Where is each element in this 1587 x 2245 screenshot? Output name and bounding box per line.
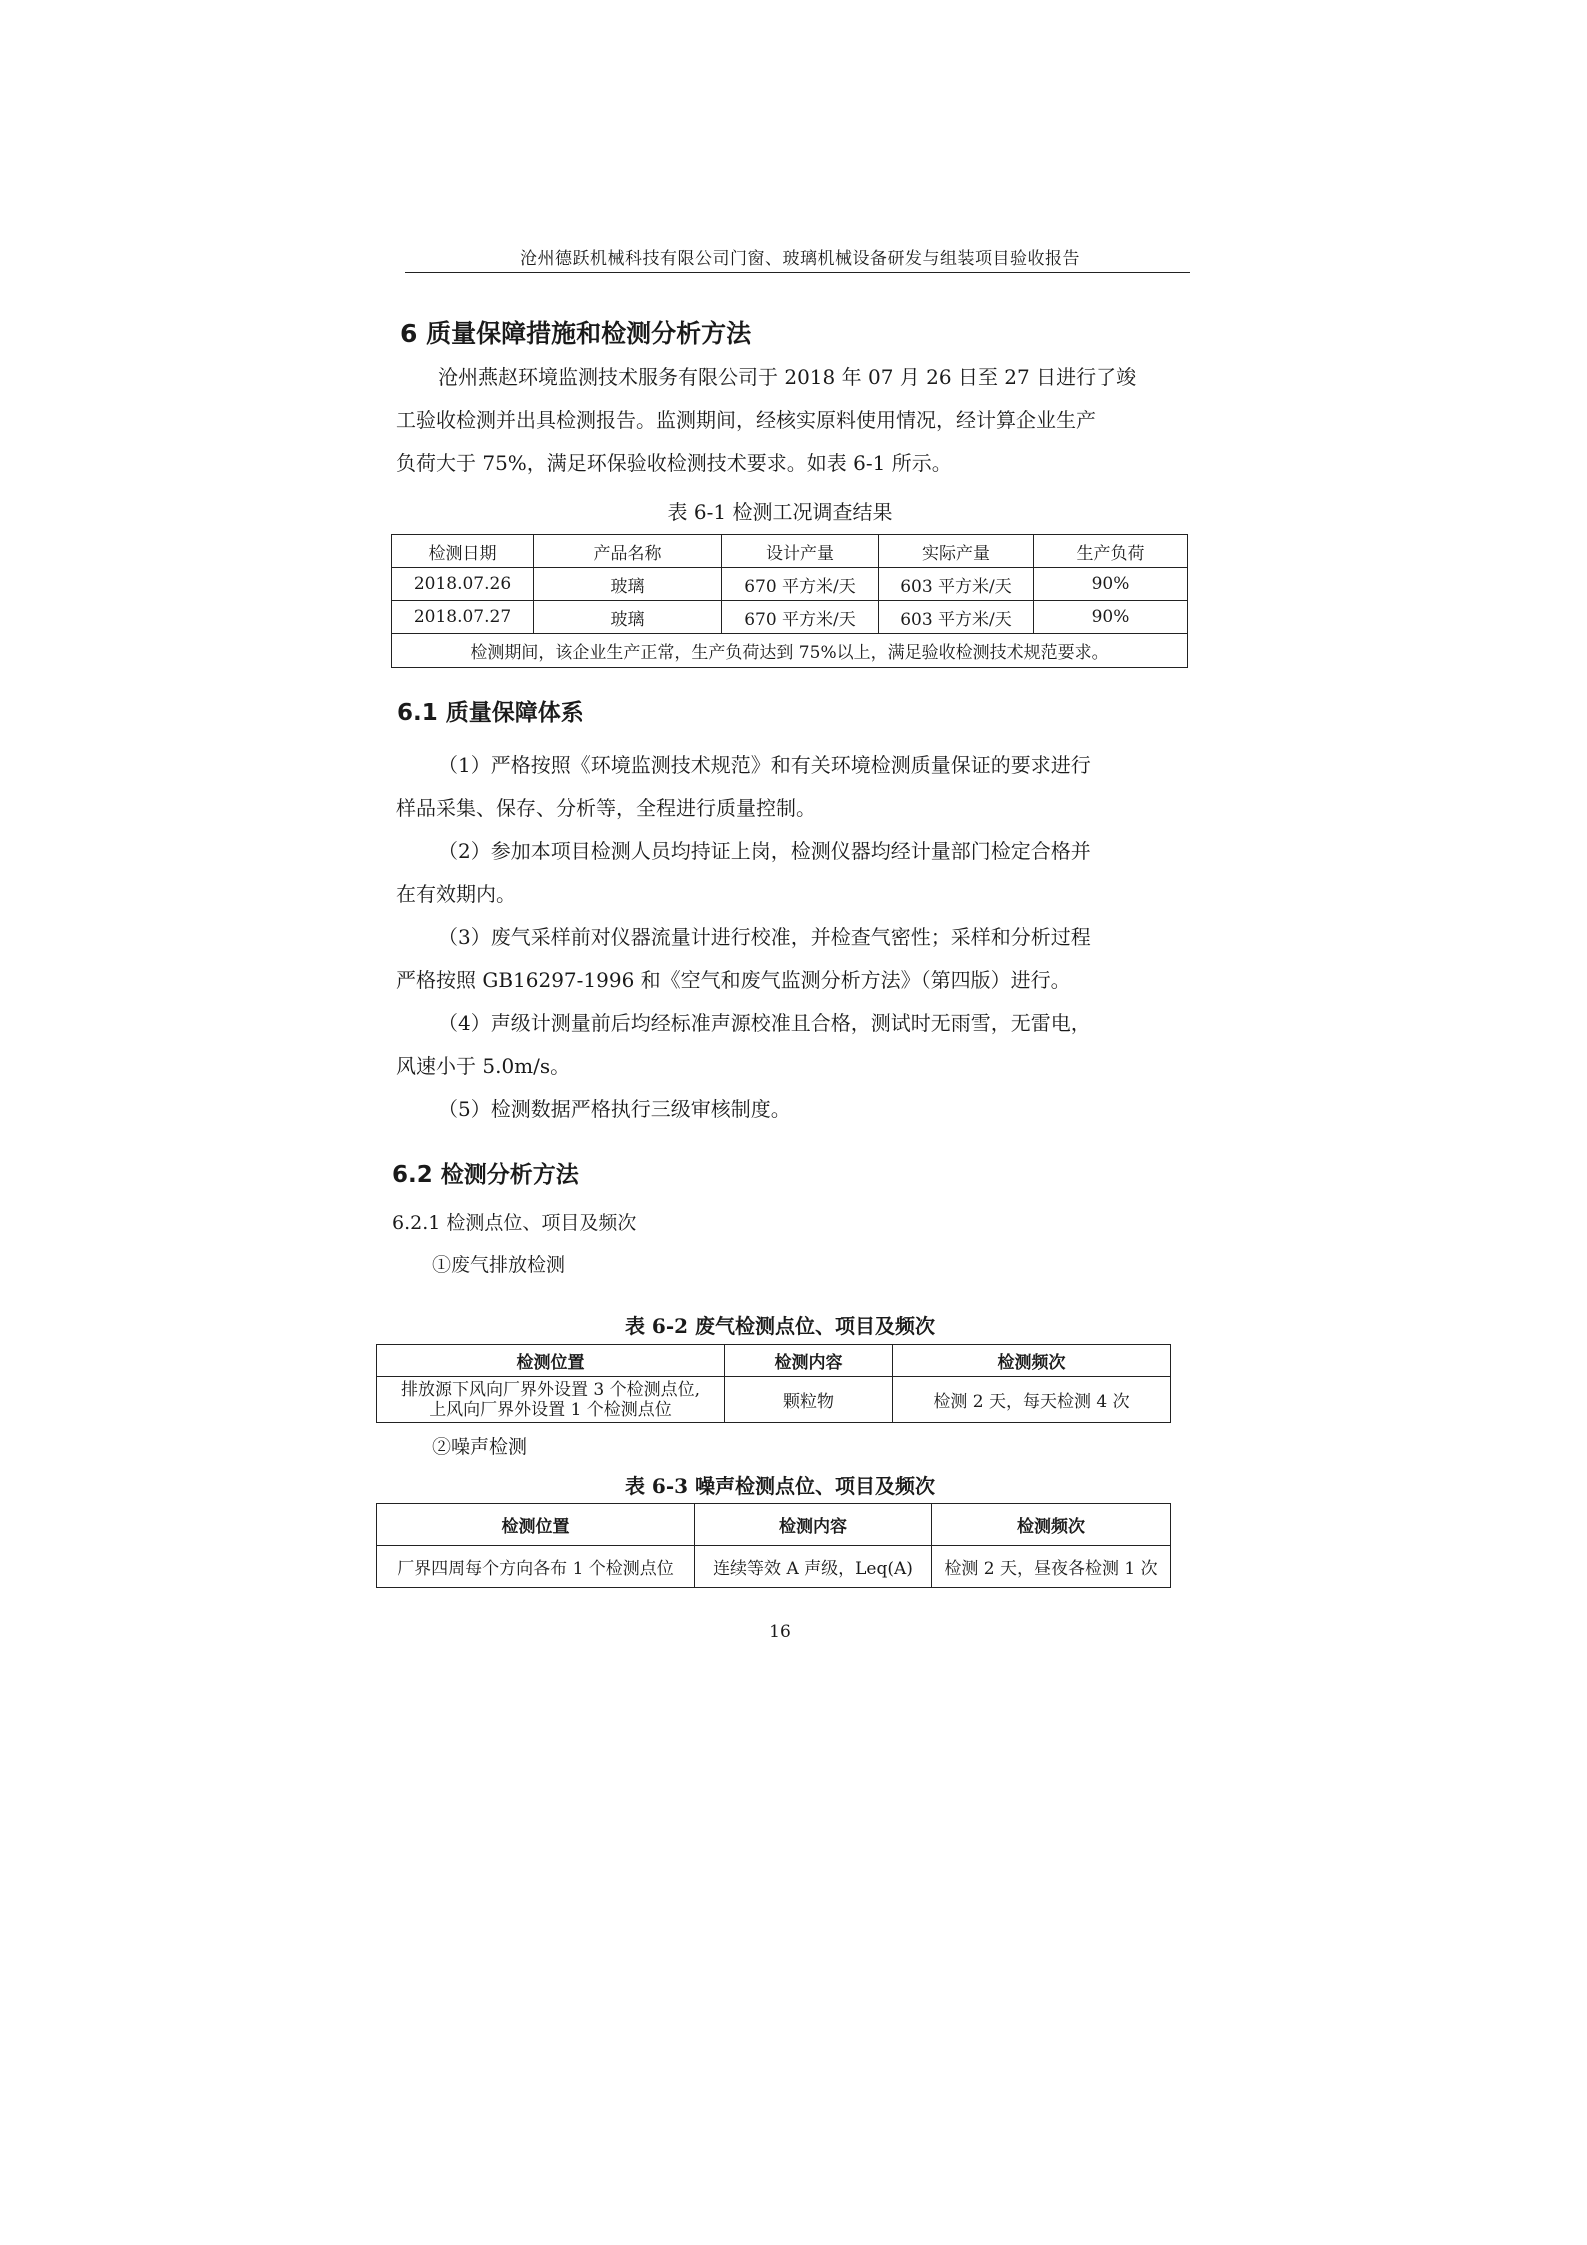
list-item: （5）检测数据严格执行三级审核制度。 (438, 1097, 791, 1121)
table-6-1-caption: 表 6-1 检测工况调查结果 (667, 500, 893, 524)
list-item: （4）声级计测量前后均经标准声源校准且合格，测试时无雨雪，无雷电， (438, 1011, 1091, 1035)
cell: 670 平方米/天 (722, 568, 879, 601)
section-6-1-items (396, 744, 1176, 1131)
header-cell: 生产负荷 (1034, 535, 1188, 568)
table-note-row (392, 634, 1188, 668)
table-note: 检测期间，该企业生产正常，生产负荷达到 75%以上，满足验收检测技术规范要求。 (392, 634, 1188, 668)
cell: 2018.07.27 (392, 601, 534, 634)
cell: 2018.07.26 (392, 568, 534, 601)
table-6-3 (376, 1503, 1171, 1588)
table-row (377, 1546, 1171, 1588)
table-6-3-caption: 表 6-3 噪声检测点位、项目及频次 (624, 1474, 936, 1498)
cell: 603 平方米/天 (879, 601, 1034, 634)
section-6-1-title: 6.1 质量保障体系 (397, 700, 584, 726)
cell: 检测 2 天，昼夜各检测 1 次 (932, 1546, 1171, 1588)
list-item: 在有效期内。 (396, 882, 516, 906)
page-number: 16 (769, 1622, 791, 1642)
list-item: 风速小于 5.0m/s。 (396, 1054, 571, 1078)
table-header-row (392, 535, 1188, 568)
intro-line: 工验收检测并出具检测报告。监测期间，经核实原料使用情况，经计算企业生产 (396, 408, 1096, 432)
table-row (377, 1377, 1171, 1423)
cell: 检测 2 天，每天检测 4 次 (893, 1377, 1171, 1423)
table-header-row (377, 1345, 1171, 1377)
header-cell: 检测内容 (725, 1345, 893, 1377)
table-6-2-caption: 表 6-2 废气检测点位、项目及频次 (624, 1314, 936, 1338)
list-item: （3）废气采样前对仪器流量计进行校准，并检查气密性；采样和分析过程 (438, 925, 1091, 949)
intro-line: 负荷大于 75%，满足环保验收检测技术要求。如表 6-1 所示。 (396, 451, 952, 475)
header-cell: 检测位置 (377, 1345, 725, 1377)
header-cell: 设计产量 (722, 535, 879, 568)
table-header-row (377, 1504, 1171, 1546)
cell: 厂界四周每个方向各布 1 个检测点位 (377, 1546, 695, 1588)
table-6-2 (376, 1344, 1171, 1423)
table-row (392, 601, 1188, 634)
header-cell: 检测内容 (695, 1504, 932, 1546)
report-header: 沧州德跃机械科技有限公司门窗、玻璃机械设备研发与组装项目验收报告 (520, 249, 1080, 269)
table-row (392, 568, 1188, 601)
cell: 670 平方米/天 (722, 601, 879, 634)
header-cell: 检测位置 (377, 1504, 695, 1546)
table-6-1 (391, 534, 1188, 668)
list-item: （1）严格按照《环境监测技术规范》和有关环境检测质量保证的要求进行 (438, 753, 1091, 777)
cell: 603 平方米/天 (879, 568, 1034, 601)
list-item: 样品采集、保存、分析等，全程进行质量控制。 (396, 796, 816, 820)
section-6-intro (396, 356, 1176, 485)
header-cell: 检测日期 (392, 535, 534, 568)
cell-line: 排放源下风向厂界外设置 3 个检测点位, (400, 1379, 701, 1400)
cell: 玻璃 (534, 568, 722, 601)
cell: 90% (1034, 601, 1188, 634)
subsection-exhaust: ①废气排放检测 (432, 1254, 566, 1276)
cell: 颗粒物 (725, 1377, 893, 1423)
cell: 90% (1034, 568, 1188, 601)
cell: 连续等效 A 声级，Leq(A) (695, 1546, 932, 1588)
section-6-title: 6 质量保障措施和检测分析方法 (400, 319, 752, 348)
header-cell: 产品名称 (534, 535, 722, 568)
header-cell: 实际产量 (879, 535, 1034, 568)
list-item: （2）参加本项目检测人员均持证上岗，检测仪器均经计量部门检定合格并 (438, 839, 1091, 863)
cell (377, 1377, 725, 1423)
section-6-2-title: 6.2 检测分析方法 (392, 1162, 579, 1188)
header-rule (405, 272, 1190, 273)
cell: 玻璃 (534, 601, 722, 634)
subsection-noise: ②噪声检测 (432, 1436, 528, 1458)
header-cell: 检测频次 (932, 1504, 1171, 1546)
section-6-2-1-title: 6.2.1 检测点位、项目及频次 (392, 1212, 637, 1234)
header-cell: 检测频次 (893, 1345, 1171, 1377)
intro-line: 沧州燕赵环境监测技术服务有限公司于 2018 年 07 月 26 日至 27 日进行了竣 (438, 365, 1137, 389)
list-item: 严格按照 GB16297-1996 和《空气和废气监测分析方法》（第四版）进行。 (396, 968, 1071, 992)
cell-line: 上风向厂界外设置 1 个检测点位 (429, 1399, 672, 1420)
